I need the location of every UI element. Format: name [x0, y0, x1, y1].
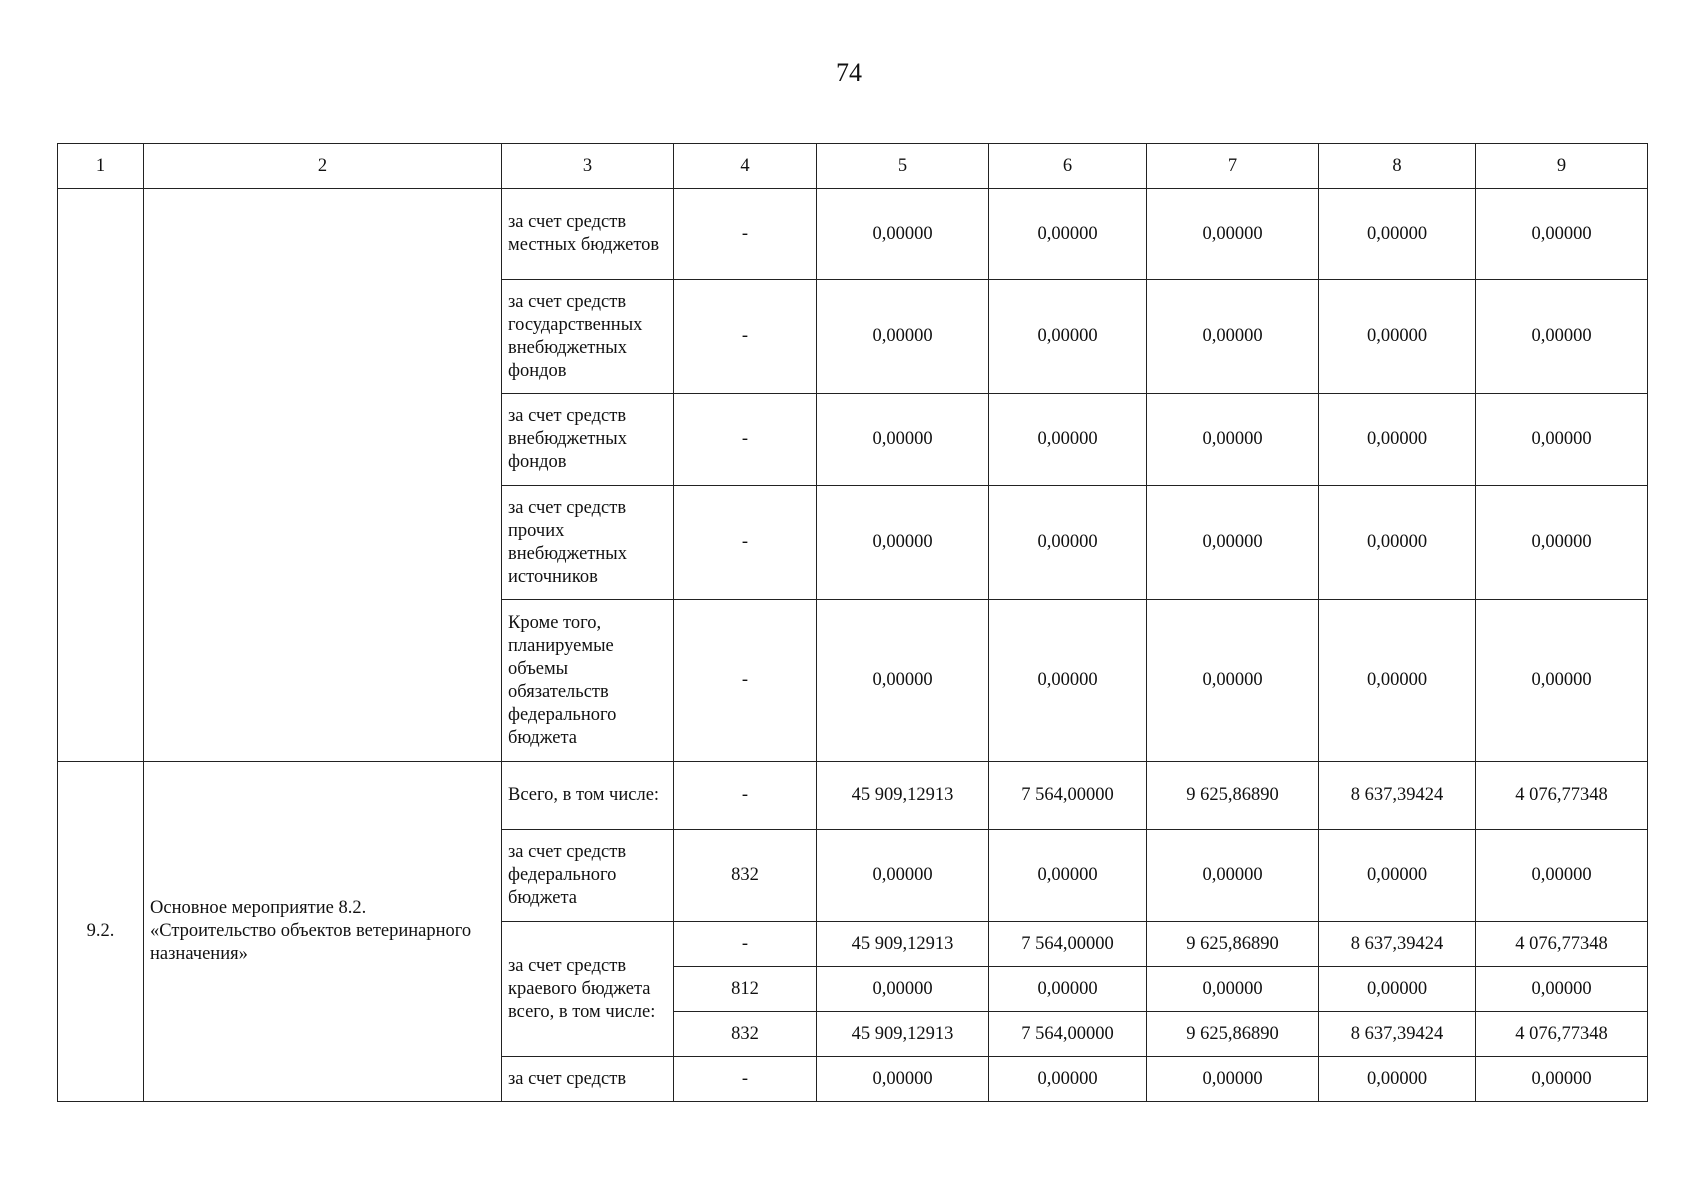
value-col9: 4 076,77348: [1476, 922, 1648, 967]
table-row: [58, 189, 1648, 280]
table-row: [58, 762, 1648, 830]
funding-source: за счет средств: [502, 1057, 674, 1102]
value-col6: 0,00000: [989, 486, 1147, 600]
budget-code: -: [674, 394, 817, 486]
value-col6: 0,00000: [989, 600, 1147, 762]
header-cell: 9: [1476, 144, 1648, 189]
value-col7: 0,00000: [1147, 394, 1319, 486]
funding-source: за счет средств внебюджетных фондов: [502, 394, 674, 486]
value-col8: 8 637,39424: [1319, 762, 1476, 830]
budget-code: 832: [674, 830, 817, 922]
budget-code: -: [674, 1057, 817, 1102]
value-col9: 0,00000: [1476, 1057, 1648, 1102]
value-col7: 9 625,86890: [1147, 922, 1319, 967]
header-cell: 1: [58, 144, 144, 189]
value-col8: 0,00000: [1319, 600, 1476, 762]
budget-code: -: [674, 486, 817, 600]
header-cell: 3: [502, 144, 674, 189]
value-col5: 0,00000: [817, 1057, 989, 1102]
funding-source: Всего, в том числе:: [502, 762, 674, 830]
value-col9: 4 076,77348: [1476, 762, 1648, 830]
value-col7: 0,00000: [1147, 1057, 1319, 1102]
value-col5: 0,00000: [817, 967, 989, 1012]
header-cell: 5: [817, 144, 989, 189]
budget-code: -: [674, 922, 817, 967]
value-col8: 0,00000: [1319, 394, 1476, 486]
value-col8: 0,00000: [1319, 280, 1476, 394]
value-col8: 8 637,39424: [1319, 922, 1476, 967]
funding-source: за счет средств краевого бюджета всего, в том числе:: [502, 922, 674, 1057]
budget-code: 832: [674, 1012, 817, 1057]
funding-source: за счет средств местных бюджетов: [502, 189, 674, 280]
value-col9: 0,00000: [1476, 600, 1648, 762]
value-col8: 0,00000: [1319, 967, 1476, 1012]
value-col7: 0,00000: [1147, 830, 1319, 922]
value-col5: 0,00000: [817, 394, 989, 486]
value-col8: 0,00000: [1319, 486, 1476, 600]
value-col9: 4 076,77348: [1476, 1012, 1648, 1057]
value-col5: 0,00000: [817, 486, 989, 600]
value-col7: 0,00000: [1147, 280, 1319, 394]
budget-table: [57, 143, 1648, 1102]
value-col7: 0,00000: [1147, 486, 1319, 600]
value-col9: 0,00000: [1476, 394, 1648, 486]
item-title-cell: [144, 189, 502, 762]
header-cell: 6: [989, 144, 1147, 189]
funding-source: за счет средств государственных внебюджетных фондов: [502, 280, 674, 394]
value-col6: 7 564,00000: [989, 922, 1147, 967]
value-col7: 9 625,86890: [1147, 1012, 1319, 1057]
funding-source: за счет средств прочих внебюджетных источников: [502, 486, 674, 600]
budget-code: -: [674, 762, 817, 830]
value-col7: 0,00000: [1147, 189, 1319, 280]
value-col9: 0,00000: [1476, 830, 1648, 922]
header-cell: 2: [144, 144, 502, 189]
value-col6: 7 564,00000: [989, 762, 1147, 830]
value-col8: 8 637,39424: [1319, 1012, 1476, 1057]
budget-code: 812: [674, 967, 817, 1012]
item-number-cell: 9.2.: [58, 762, 144, 1102]
value-col5: 0,00000: [817, 830, 989, 922]
value-col5: 45 909,12913: [817, 1012, 989, 1057]
item-number-cell: [58, 189, 144, 762]
value-col5: 45 909,12913: [817, 922, 989, 967]
budget-code: -: [674, 280, 817, 394]
value-col9: 0,00000: [1476, 189, 1648, 280]
header-row: [58, 144, 1648, 189]
budget-code: -: [674, 189, 817, 280]
funding-source: за счет средств федерального бюджета: [502, 830, 674, 922]
value-col6: 0,00000: [989, 189, 1147, 280]
value-col6: 0,00000: [989, 1057, 1147, 1102]
funding-source: Кроме того, планируемые объемы обязательств федерального бюджета: [502, 600, 674, 762]
header-cell: 4: [674, 144, 817, 189]
value-col7: 0,00000: [1147, 600, 1319, 762]
page-number: 74: [836, 58, 862, 87]
value-col9: 0,00000: [1476, 486, 1648, 600]
value-col9: 0,00000: [1476, 967, 1648, 1012]
value-col7: 0,00000: [1147, 967, 1319, 1012]
value-col6: 0,00000: [989, 280, 1147, 394]
value-col8: 0,00000: [1319, 189, 1476, 280]
header-cell: 8: [1319, 144, 1476, 189]
value-col8: 0,00000: [1319, 1057, 1476, 1102]
value-col7: 9 625,86890: [1147, 762, 1319, 830]
value-col5: 0,00000: [817, 280, 989, 394]
budget-code: -: [674, 600, 817, 762]
value-col6: 0,00000: [989, 394, 1147, 486]
value-col5: 0,00000: [817, 600, 989, 762]
value-col9: 0,00000: [1476, 280, 1648, 394]
value-col8: 0,00000: [1319, 830, 1476, 922]
value-col6: 0,00000: [989, 830, 1147, 922]
value-col6: 0,00000: [989, 967, 1147, 1012]
item-title-cell: Основное мероприятие 8.2. «Строительство объектов ветеринарного назначения»: [144, 762, 502, 1102]
value-col5: 0,00000: [817, 189, 989, 280]
value-col5: 45 909,12913: [817, 762, 989, 830]
header-cell: 7: [1147, 144, 1319, 189]
value-col6: 7 564,00000: [989, 1012, 1147, 1057]
